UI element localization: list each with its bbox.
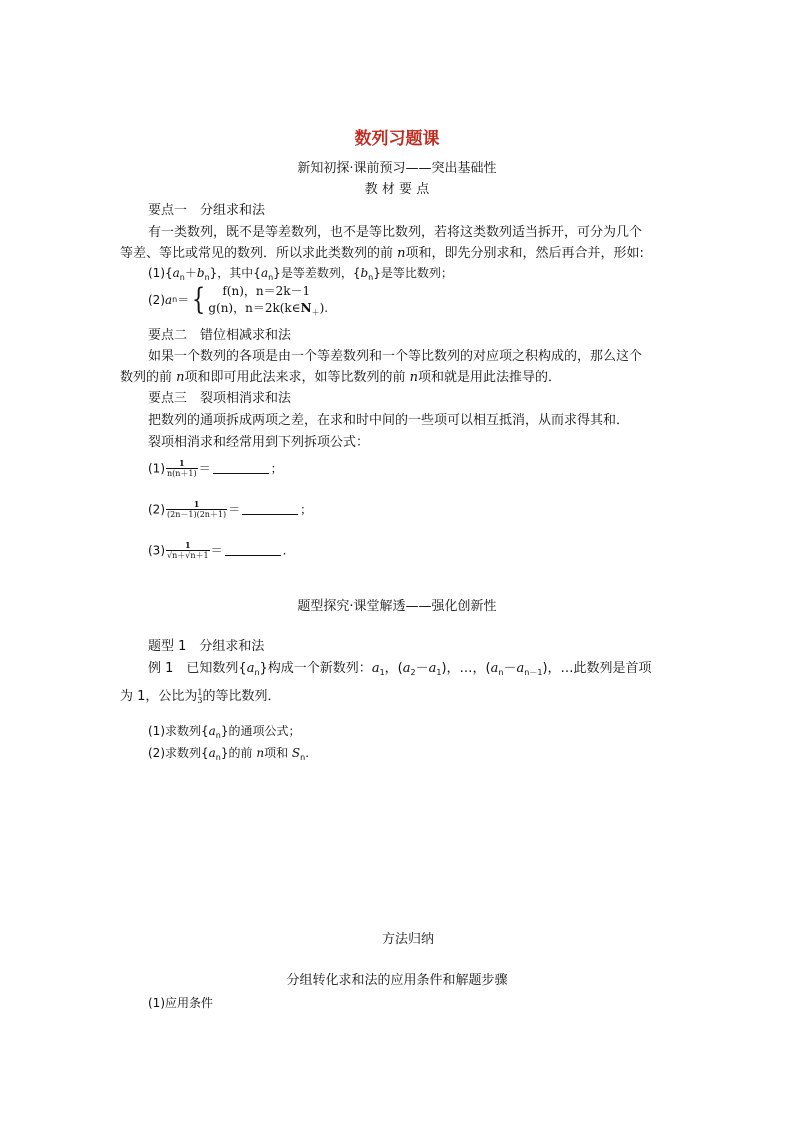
answer-blank[interactable] <box>225 543 281 556</box>
section-heading-classroom: 题型探究·课堂解透——强化创新性 <box>297 599 497 614</box>
formula-1: (1) $\frac{1}{n(n+1)}$ ＝ ； <box>148 458 283 478</box>
item-number: (2) <box>148 502 165 517</box>
piecewise-cases <box>208 283 328 317</box>
case-odd: f(n)，n＝2k－1 <box>222 284 311 298</box>
point-two-label: 要点二 错位相减求和法 <box>148 328 292 343</box>
section-heading-preview: 新知初探·课前预习——突出基础性 <box>297 161 497 176</box>
point-one-para-line1: 有一类数列，既不是等差数列，也不是等比数列，若将这类数列适当拆开，可分为几个 <box>148 225 643 240</box>
page-title: 数列习题课 <box>354 129 440 149</box>
item-number: (2) <box>148 293 165 307</box>
point-three-para-line2: 裂项相消求和经常用到下列拆项公式： <box>148 435 370 450</box>
method-heading: 方法归纳 <box>382 932 435 947</box>
text-segment: 是等比数列； <box>380 266 453 280</box>
point-two-para-line2: 数列的前 n项和即可用此法来求，如等比数列的前 n项和就是用此法推导的． <box>120 370 562 385</box>
ratio-fraction: 1 3 <box>197 687 203 705</box>
formula-2: (2) $\frac{1}{(2n-1)(2n+1)}$ ＝ ； <box>148 499 313 519</box>
text-segment: { <box>165 266 173 280</box>
formula-3: (3) $\frac{1}{√n+√n+1}$ ＝ . <box>148 540 287 560</box>
question-2: (2)求数列$\{a_n\}$的前 n项和 $S_n$. <box>148 746 310 762</box>
text-segment: 等差、等比或常见的数列．所以求此类数列的前 <box>120 246 398 261</box>
method-subheading: 分组转化求和法的应用条件和解题步骤 <box>286 973 508 988</box>
text-segment: 项和就是用此法推导的． <box>418 370 562 385</box>
answer-blank[interactable] <box>242 502 298 515</box>
point-one-label: 要点一 分组求和法 <box>148 203 266 218</box>
text-segment: 项和即可用此法来求，如等比数列的前 <box>184 370 410 385</box>
fraction: $\frac{1}{√n+√n+1}$ <box>167 540 209 560</box>
fraction: $\frac{1}{(2n-1)(2n+1)}$ <box>167 499 227 519</box>
text-segment: 项和，即先分别求和，然后再合并，形如: <box>405 246 644 261</box>
item-number: (1) <box>148 461 165 476</box>
case-even: g(n)，$n=2k(k\in N_+)$. <box>208 301 329 317</box>
point-three-para-line1: 把数列的通项拆成两项之差，在求和时中间的一些项可以相互抵消，从而求得其和． <box>148 413 630 428</box>
answer-blank[interactable] <box>213 461 269 474</box>
example-one-line1: 例 1 已知数列$\{a_n\}$构成一个新数列：$a_1$，$(a_2-a_1)$，…，$(a_n-a_{n-1})$，…此数列是首项 <box>148 661 652 677</box>
text-segment: 是等差数列，{ <box>280 266 361 280</box>
fraction: $\frac{1}{n(n+1)}$ <box>167 458 197 478</box>
point-one-item2: (2)an＝{ f(n)，n＝2k－1 g(n)，$n=2k(k\in N_+)$. <box>148 282 329 317</box>
point-three-label: 要点三 裂项相消求和法 <box>148 391 292 406</box>
method-item-1: (1)应用条件 <box>148 996 213 1010</box>
item-number: (1) <box>148 266 165 280</box>
text-segment: 数列的前 <box>120 370 177 385</box>
brace-symbol: { <box>192 282 206 317</box>
type-one-label: 题型 1 分组求和法 <box>148 639 265 654</box>
example-one-line2: 为 1，公比为 1 3 的等比数列． <box>120 687 281 705</box>
point-one-item1: $(1)\{a_n+b_n\}$，其中$\{a_n\}$是等差数列，$\{b_n\}$是等比数列； <box>148 266 453 282</box>
section-subheading-key-points: 教 材 要 点 <box>364 182 430 197</box>
point-two-para-line1: 如果一个数列的各项是由一个等差数列和一个等比数列的对应项之积构成的，那么这个 <box>148 349 643 364</box>
point-one-para-line2: 等差、等比或常见的数列．所以求此类数列的前 n项和，即先分别求和，然后再合并，形如: <box>120 246 644 261</box>
text-segment: ，其中{ <box>217 266 261 280</box>
item-number: (3) <box>148 543 165 558</box>
question-1: (1)求数列$\{a_n\}$的通项公式； <box>148 724 301 740</box>
